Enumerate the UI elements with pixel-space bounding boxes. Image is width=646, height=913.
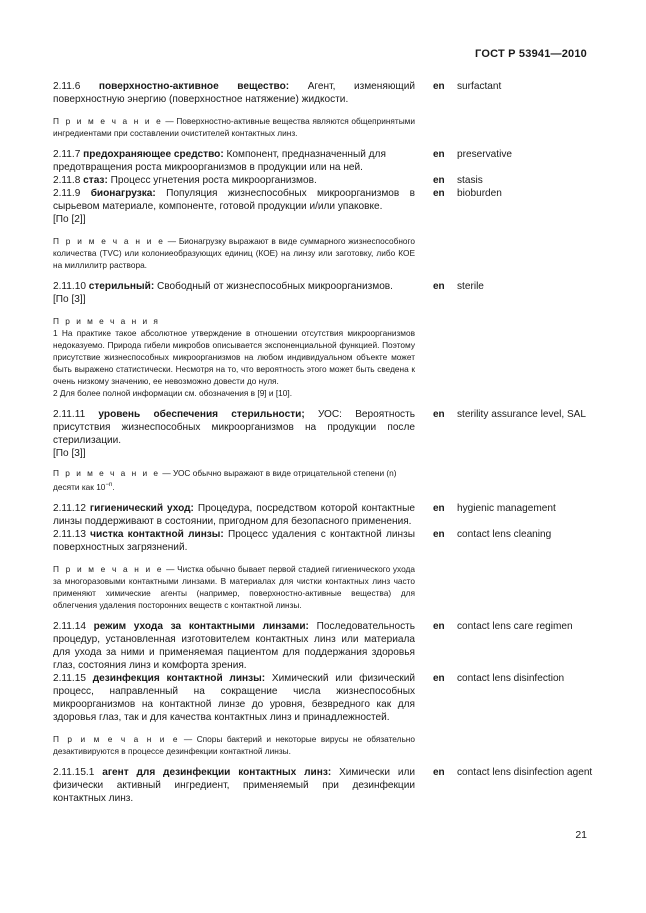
english-term: hygienic management (457, 502, 556, 514)
entry-text: Компонент, предназначенный для предотвращения роста микроорганизмов в продукции или на ней. (53, 149, 386, 173)
entry-text: Популяция жизнеспособных микроорганизмов в сырьевом материале, компоненте, готовой продукции и/или упаковке. (53, 188, 415, 212)
note-text: — Чистка обычно бывает первой стадией гигиенического ухода за многоразовыми контактными линзами. В материалах для чистки контактных линз часто применяют химические агенты (например, поверхностно-активные вещества) для облегчения удаления посторонних веществ с контактной линзы. (53, 563, 415, 610)
term-entry-2-11-11 (53, 408, 593, 460)
entry-number: 2.11.11 (53, 409, 86, 420)
term-entry-2-11-15 (53, 672, 593, 724)
note-bioburden (53, 235, 415, 271)
note-label: П р и м е ч а н и е (53, 468, 161, 478)
note-text: — Бионагрузку выражают в виде суммарного жизнеспособного количества (TVC) или колониеобразующих единиц (КОЕ) на линзу или заготовку, либо КОЕ на миллилитр раствора. (53, 236, 416, 270)
entry-number: 2.11.10 (53, 281, 86, 292)
standard-header: ГОСТ Р 53941—2010 (475, 48, 587, 60)
entry-title: дезинфекция контактной линзы: (92, 672, 266, 684)
note-label: П р и м е ч а н и е (53, 563, 164, 574)
entry-title: чистка контактной линзы: (90, 528, 224, 540)
entry-text: Последовательность процедур, установленная изготовителем контактных линз или материала для ухода за ними и применяемая пациентом для поддержания здоровья глаз, состояния линз и комфорта зрения. (53, 620, 416, 671)
entry-number: 2.11.9 (53, 188, 81, 199)
entry-definition (53, 174, 415, 187)
note-surfactant (53, 115, 415, 139)
entry-reference: [По [3]] (53, 294, 86, 305)
note-text: — Поверхностно-активные вещества являются общепринятыми ингредиентами при составлении очистителей контактных линз. (53, 116, 416, 138)
term-entry-2-11-14 (53, 620, 593, 672)
entry-definition (53, 672, 415, 724)
entry-definition (53, 280, 415, 293)
note-text-end: . (112, 481, 115, 492)
lang-code: en (433, 528, 445, 540)
entry-definition (53, 80, 415, 106)
entry-title: стаз: (83, 175, 108, 186)
lang-code: en (433, 188, 445, 199)
entry-title: уровень обеспечения стерильности; (98, 409, 305, 420)
english-term: contact lens disinfection agent (457, 766, 593, 778)
english-term: contact lens disinfection (457, 672, 565, 684)
lang-code: en (433, 766, 445, 778)
term-entry-2-11-9 (53, 187, 593, 226)
lang-code: en (433, 620, 445, 632)
lang-code: en (433, 672, 445, 684)
note-item-2: 2 Для более полной информации см. обозначения в [9] и [10]. (53, 388, 293, 398)
note-cleaning (53, 563, 415, 611)
note-label: П р и м е ч а н и е (53, 116, 163, 126)
english-term: contact lens cleaning (457, 528, 552, 540)
note-label: П р и м е ч а н и е (53, 236, 165, 246)
entry-definition (53, 502, 415, 528)
english-term: stasis (457, 175, 483, 186)
entry-definition (53, 408, 415, 447)
lang-code: en (433, 502, 445, 514)
term-entry-2-11-15-1 (53, 766, 593, 805)
entry-text: Процесс угнетения роста микроорганизмов. (110, 175, 317, 186)
note-label: П р и м е ч а н и е (53, 733, 180, 744)
term-entry-2-11-10 (53, 280, 593, 306)
terms-content (53, 80, 593, 805)
lang-code: en (433, 81, 445, 92)
term-entry-2-11-8 (53, 174, 593, 187)
entry-text: Химически или физически активный ингредиент, применяемый при дезинфекции контактных линз. (53, 766, 415, 804)
note-sal (53, 467, 415, 493)
entry-text: Свободный от жизнеспособных микроорганизмов. (157, 281, 393, 292)
entry-number: 2.11.15 (53, 672, 86, 684)
lang-code: en (433, 175, 445, 186)
entry-title: агент для дезинфекции контактных линз: (102, 766, 332, 778)
entry-text: УОС: Вероятность присутствия жизнеспособных микроорганизмов на продукции после стерилизации. (53, 409, 415, 446)
entry-number: 2.11.15.1 (53, 766, 95, 778)
english-term: sterility assurance level, SAL (457, 409, 587, 420)
entry-number: 2.11.7 (53, 149, 81, 160)
entry-text: Процедура, посредством которой контактные линзы поддерживают в состоянии, пригодном для безопасного применения. (53, 502, 416, 527)
entry-number: 2.11.6 (53, 81, 81, 92)
entry-number: 2.11.12 (53, 502, 86, 514)
entry-title: стерильный: (88, 281, 155, 292)
entry-title: бионагрузка: (90, 188, 156, 199)
lang-code: en (433, 409, 445, 420)
entry-definition (53, 528, 415, 554)
entry-text: Химический или физический процесс, направленный на сокращение числа жизнеспособных микроорганизмов на контактной линзе до уровня, безвредного как для здоровья глаз, так и для качества контактных линз и принадлежностей. (53, 672, 415, 723)
entry-reference: [По [2]] (53, 214, 86, 225)
entry-definition (53, 620, 415, 672)
english-term: sterile (457, 281, 484, 292)
english-term: contact lens care regimen (457, 620, 573, 632)
entry-number: 2.11.13 (53, 528, 86, 540)
entry-title: предохраняющее средство: (83, 149, 224, 160)
entry-title: поверхностно-активное вещество: (98, 81, 290, 92)
entry-text: Агент, изменяющий поверхностную энергию (поверхностное натяжение) жидкости. (53, 81, 415, 105)
note-disinfection (53, 733, 415, 757)
note-text: — УОС обычно выражают в виде отрицательной степени (n) десяти как 10 (53, 468, 397, 492)
lang-code: en (433, 149, 445, 160)
notes-sterile (53, 315, 415, 399)
lang-code: en (433, 281, 445, 292)
term-entry-2-11-13 (53, 528, 593, 554)
note-item-1: 1 На практике такое абсолютное утверждение в отношении отсутствия микроорганизмов недоказуемо. Природа гибели микробов описывается экспоненциальной функцией. Поэтому присутствие жизнеспособных микроорганизмов на любом индивидуальном объекте может быть выражено статистически. Несмотря на то, что вероятность этого может быть сведена к очень низкому значению, ее невозможно довести до нуля. (53, 328, 415, 386)
term-entry-2-11-12 (53, 502, 593, 528)
entry-definition (53, 187, 415, 213)
entry-number: 2.11.8 (53, 175, 81, 186)
entry-definition (53, 766, 415, 805)
term-entry-2-11-7 (53, 148, 593, 174)
entry-text: Процесс удаления с контактной линзы поверхностных загрязнений. (53, 528, 415, 553)
note-label: П р и м е ч а н и я (53, 316, 160, 326)
note-text: — Споры бактерий и некоторые вирусы не обязательно дезактивируются в процессе дезинфекции контактной линзы. (53, 733, 415, 756)
entry-title: режим ухода за контактными линзами: (93, 620, 309, 632)
entry-definition (53, 148, 415, 174)
note-exponent: −n (105, 482, 113, 488)
english-term: surfactant (457, 81, 502, 92)
english-term: preservative (457, 149, 512, 160)
entry-title: гигиенический уход: (89, 502, 194, 514)
entry-reference: [По [3]] (53, 448, 86, 459)
page-number: 21 (575, 829, 587, 841)
term-entry-2-11-6 (53, 80, 593, 106)
english-term: bioburden (457, 188, 502, 199)
entry-number: 2.11.14 (53, 620, 86, 632)
